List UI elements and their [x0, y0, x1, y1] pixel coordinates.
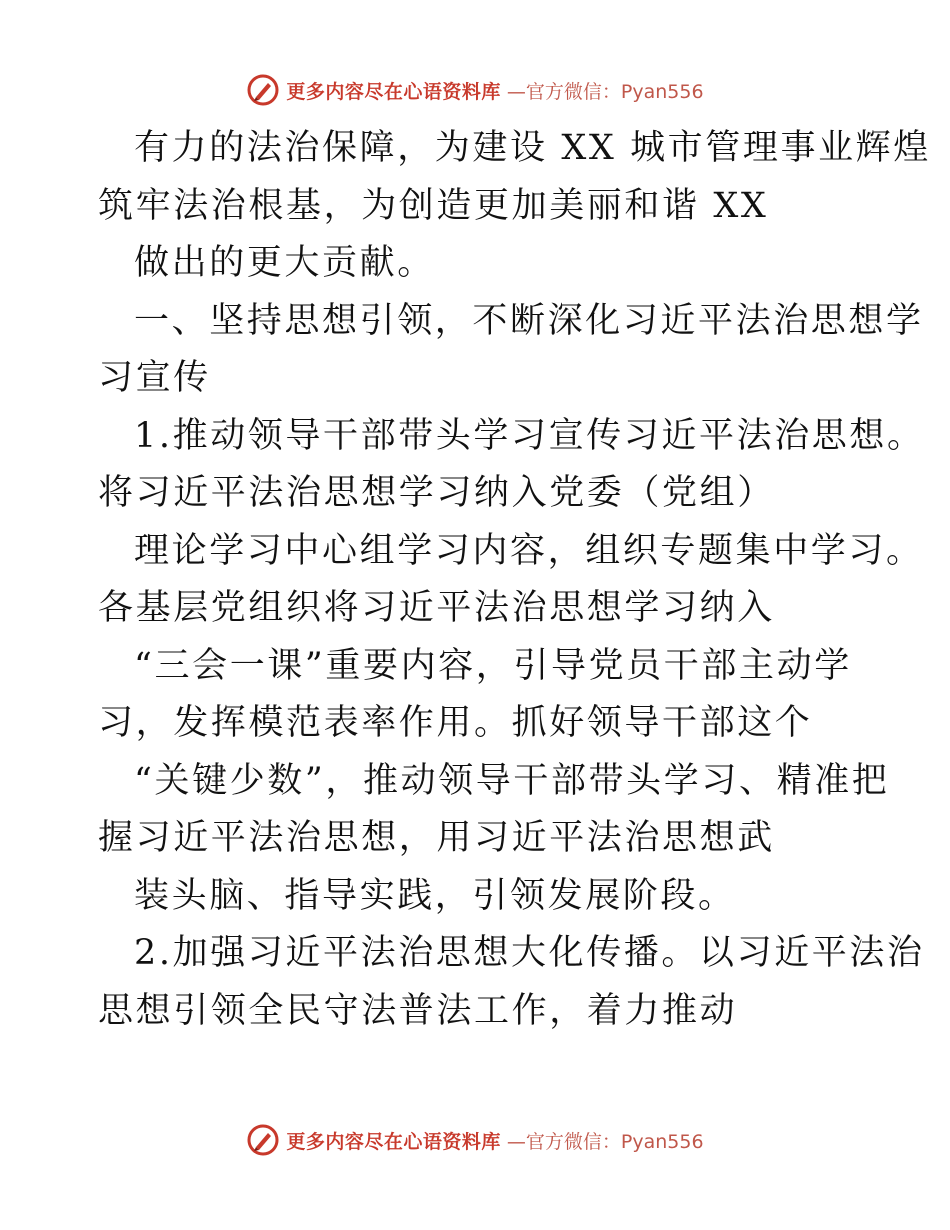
text-line: 2.加强习近平法治思想大化传播。以习近平法治 [134, 933, 925, 973]
watermark-brand: 更多内容尽在心语资料库 [286, 1130, 501, 1153]
document-body [98, 120, 931, 1040]
text-line: 1.推动领导干部带头学习宣传习近平法治思想。 [134, 415, 925, 456]
text-line: 筑牢法治根基，为创造更加美丽和谐 XX [98, 185, 769, 226]
text-line: 装头脑、指导实践，引领发展阶段。 [134, 875, 736, 916]
text-line: 将习近平法治思想学习纳入党委（党组） [98, 473, 775, 513]
pen-logo-icon [246, 1123, 280, 1157]
watermark-brand: 更多内容尽在心语资料库 [286, 80, 501, 103]
text-line: 理论学习中心组学习内容，组织专题集中学习。 [134, 530, 924, 571]
text-line: “关键少数”，推动领导干部带头学习、精准把 [134, 760, 890, 801]
text-line: 各基层党组织将习近平法治思想学习纳入 [98, 588, 775, 628]
pen-logo-icon [246, 73, 280, 107]
text-line: 习，发挥模范表率作用。抓好领导干部这个 [98, 703, 813, 743]
watermark-contact: —官方微信：Pyan556 [506, 80, 704, 103]
text-line: “三会一课”重要内容，引导党员干部主动学 [134, 645, 852, 686]
text-line: 有力的法治保障，为建设 XX 城市管理事业辉煌 [134, 128, 931, 168]
text-line: 做出的更大贡献。 [134, 243, 435, 283]
footer-watermark [0, 1120, 950, 1160]
section-heading: 一、坚持思想引领，不断深化习近平法治思想学 [134, 300, 924, 341]
watermark-contact: —官方微信：Pyan556 [506, 1130, 704, 1153]
text-line: 思想引领全民守法普法工作，着力推动 [98, 990, 738, 1031]
header-watermark [0, 70, 950, 110]
section-heading-cont: 习宣传 [98, 358, 211, 398]
text-line: 握习近平法治思想，用习近平法治思想武 [98, 818, 775, 858]
